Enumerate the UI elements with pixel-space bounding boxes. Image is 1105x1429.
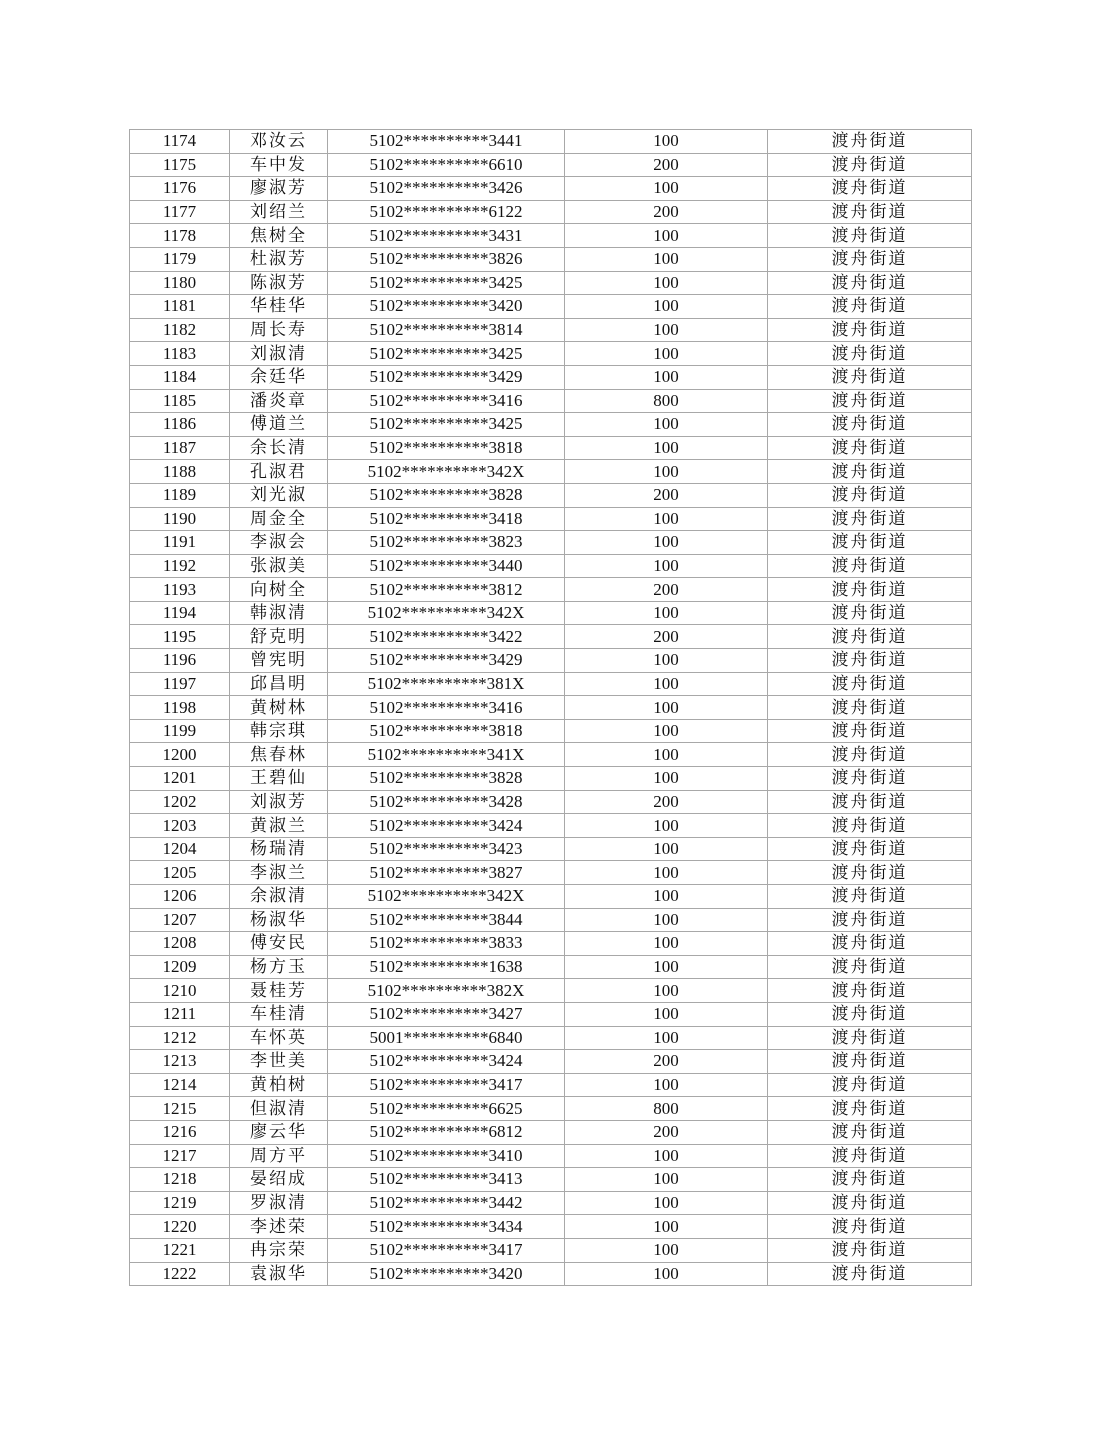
- table-row: [130, 365, 972, 389]
- id-number-cell: 5102**********3814: [328, 318, 565, 342]
- id-number-cell: 5102**********3417: [328, 1073, 565, 1097]
- amount-cell: 200: [565, 153, 768, 177]
- id-number-cell: 5102**********381X: [328, 672, 565, 696]
- amount-cell: 200: [565, 200, 768, 224]
- row-number-cell: 1179: [130, 247, 230, 271]
- row-number-cell: 1201: [130, 767, 230, 791]
- table-row: [130, 1002, 972, 1026]
- subdistrict-cell: 渡舟街道: [768, 1215, 972, 1239]
- id-number-cell: 5102**********3429: [328, 649, 565, 673]
- subdistrict-cell: 渡舟街道: [768, 153, 972, 177]
- table-row: [130, 436, 972, 460]
- id-number-cell: 5102**********3420: [328, 295, 565, 319]
- id-number-cell: 5102**********3413: [328, 1168, 565, 1192]
- person-name-cell: 刘淑清: [230, 342, 328, 366]
- amount-cell: 100: [565, 932, 768, 956]
- id-number-cell: 5102**********3827: [328, 861, 565, 885]
- subdistrict-cell: 渡舟街道: [768, 318, 972, 342]
- id-number-cell: 5102**********3422: [328, 625, 565, 649]
- amount-cell: 100: [565, 719, 768, 743]
- amount-cell: 100: [565, 1144, 768, 1168]
- id-number-cell: 5102**********6610: [328, 153, 565, 177]
- subdistrict-cell: 渡舟街道: [768, 483, 972, 507]
- row-number-cell: 1200: [130, 743, 230, 767]
- table-row: [130, 224, 972, 248]
- row-number-cell: 1181: [130, 295, 230, 319]
- amount-cell: 100: [565, 342, 768, 366]
- row-number-cell: 1219: [130, 1191, 230, 1215]
- subdistrict-cell: 渡舟街道: [768, 578, 972, 602]
- amount-cell: 100: [565, 767, 768, 791]
- table-row: [130, 1073, 972, 1097]
- subdistrict-cell: 渡舟街道: [768, 507, 972, 531]
- id-number-cell: 5102**********341X: [328, 743, 565, 767]
- row-number-cell: 1188: [130, 460, 230, 484]
- amount-cell: 100: [565, 436, 768, 460]
- subdistrict-cell: 渡舟街道: [768, 1262, 972, 1286]
- id-number-cell: 5102**********3844: [328, 908, 565, 932]
- person-name-cell: 黄淑兰: [230, 814, 328, 838]
- id-number-cell: 5102**********3426: [328, 177, 565, 201]
- amount-cell: 100: [565, 672, 768, 696]
- id-number-cell: 5102**********3440: [328, 554, 565, 578]
- id-number-cell: 5102**********3418: [328, 507, 565, 531]
- amount-cell: 100: [565, 837, 768, 861]
- person-name-cell: 韩宗琪: [230, 719, 328, 743]
- row-number-cell: 1192: [130, 554, 230, 578]
- person-name-cell: 余长清: [230, 436, 328, 460]
- amount-cell: 100: [565, 649, 768, 673]
- id-number-cell: 5102**********3427: [328, 1002, 565, 1026]
- row-number-cell: 1178: [130, 224, 230, 248]
- subdistrict-cell: 渡舟街道: [768, 342, 972, 366]
- row-number-cell: 1220: [130, 1215, 230, 1239]
- table-row: [130, 483, 972, 507]
- row-number-cell: 1189: [130, 483, 230, 507]
- amount-cell: 100: [565, 601, 768, 625]
- id-number-cell: 5102**********3441: [328, 130, 565, 154]
- person-name-cell: 曾宪明: [230, 649, 328, 673]
- row-number-cell: 1183: [130, 342, 230, 366]
- row-number-cell: 1193: [130, 578, 230, 602]
- amount-cell: 200: [565, 790, 768, 814]
- table-row: [130, 1191, 972, 1215]
- person-name-cell: 周方平: [230, 1144, 328, 1168]
- amount-cell: 100: [565, 318, 768, 342]
- amount-cell: 100: [565, 814, 768, 838]
- amount-cell: 100: [565, 365, 768, 389]
- person-name-cell: 潘炎章: [230, 389, 328, 413]
- id-number-cell: 5102**********3410: [328, 1144, 565, 1168]
- id-number-cell: 5102**********342X: [328, 460, 565, 484]
- amount-cell: 100: [565, 1073, 768, 1097]
- table-row: [130, 1097, 972, 1121]
- id-number-cell: 5102**********3442: [328, 1191, 565, 1215]
- person-name-cell: 余淑清: [230, 885, 328, 909]
- person-name-cell: 陈淑芳: [230, 271, 328, 295]
- id-number-cell: 5102**********382X: [328, 979, 565, 1003]
- amount-cell: 100: [565, 955, 768, 979]
- subdistrict-cell: 渡舟街道: [768, 130, 972, 154]
- subdistrict-cell: 渡舟街道: [768, 979, 972, 1003]
- subdistrict-cell: 渡舟街道: [768, 837, 972, 861]
- amount-cell: 100: [565, 1002, 768, 1026]
- id-number-cell: 5102**********3833: [328, 932, 565, 956]
- id-number-cell: 5102**********3818: [328, 719, 565, 743]
- amount-cell: 100: [565, 1191, 768, 1215]
- person-name-cell: 晏绍成: [230, 1168, 328, 1192]
- person-name-cell: 傅道兰: [230, 413, 328, 437]
- person-name-cell: 傅安民: [230, 932, 328, 956]
- subdistrict-cell: 渡舟街道: [768, 177, 972, 201]
- person-name-cell: 王碧仙: [230, 767, 328, 791]
- subdistrict-cell: 渡舟街道: [768, 1168, 972, 1192]
- person-name-cell: 刘光淑: [230, 483, 328, 507]
- row-number-cell: 1212: [130, 1026, 230, 1050]
- row-number-cell: 1196: [130, 649, 230, 673]
- table-row: [130, 1238, 972, 1262]
- subdistrict-cell: 渡舟街道: [768, 436, 972, 460]
- amount-cell: 100: [565, 743, 768, 767]
- person-name-cell: 张淑美: [230, 554, 328, 578]
- id-number-cell: 5102**********3428: [328, 790, 565, 814]
- row-number-cell: 1213: [130, 1050, 230, 1074]
- id-number-cell: 5102**********3425: [328, 413, 565, 437]
- subdistrict-cell: 渡舟街道: [768, 554, 972, 578]
- id-number-cell: 5102**********6812: [328, 1120, 565, 1144]
- table-row: [130, 295, 972, 319]
- table-row: [130, 955, 972, 979]
- table-row: [130, 177, 972, 201]
- id-number-cell: 5102**********3420: [328, 1262, 565, 1286]
- row-number-cell: 1187: [130, 436, 230, 460]
- person-name-cell: 刘淑芳: [230, 790, 328, 814]
- id-number-cell: 5102**********3434: [328, 1215, 565, 1239]
- row-number-cell: 1209: [130, 955, 230, 979]
- row-number-cell: 1221: [130, 1238, 230, 1262]
- table-row: [130, 271, 972, 295]
- subdistrict-cell: 渡舟街道: [768, 743, 972, 767]
- row-number-cell: 1176: [130, 177, 230, 201]
- table-row: [130, 1168, 972, 1192]
- amount-cell: 100: [565, 1168, 768, 1192]
- person-name-cell: 邓汝云: [230, 130, 328, 154]
- amount-cell: 100: [565, 224, 768, 248]
- id-number-cell: 5001**********6840: [328, 1026, 565, 1050]
- row-number-cell: 1194: [130, 601, 230, 625]
- table-row: [130, 1215, 972, 1239]
- row-number-cell: 1210: [130, 979, 230, 1003]
- amount-cell: 200: [565, 625, 768, 649]
- subdistrict-cell: 渡舟街道: [768, 601, 972, 625]
- subdistrict-cell: 渡舟街道: [768, 247, 972, 271]
- table-row: [130, 908, 972, 932]
- table-row: [130, 578, 972, 602]
- table-row: [130, 885, 972, 909]
- id-number-cell: 5102**********3828: [328, 767, 565, 791]
- row-number-cell: 1214: [130, 1073, 230, 1097]
- amount-cell: 100: [565, 507, 768, 531]
- person-name-cell: 李世美: [230, 1050, 328, 1074]
- row-number-cell: 1203: [130, 814, 230, 838]
- amount-cell: 100: [565, 247, 768, 271]
- row-number-cell: 1202: [130, 790, 230, 814]
- subdistrict-cell: 渡舟街道: [768, 625, 972, 649]
- person-name-cell: 周金全: [230, 507, 328, 531]
- subdistrict-cell: 渡舟街道: [768, 1191, 972, 1215]
- subdistrict-cell: 渡舟街道: [768, 861, 972, 885]
- person-name-cell: 李淑会: [230, 531, 328, 555]
- subdistrict-cell: 渡舟街道: [768, 1120, 972, 1144]
- table-row: [130, 531, 972, 555]
- person-name-cell: 黄树林: [230, 696, 328, 720]
- id-number-cell: 5102**********3431: [328, 224, 565, 248]
- roster-table: [129, 129, 972, 1286]
- person-name-cell: 周长寿: [230, 318, 328, 342]
- row-number-cell: 1184: [130, 365, 230, 389]
- id-number-cell: 5102**********3424: [328, 1050, 565, 1074]
- table-row: [130, 649, 972, 673]
- person-name-cell: 邱昌明: [230, 672, 328, 696]
- amount-cell: 100: [565, 885, 768, 909]
- amount-cell: 100: [565, 554, 768, 578]
- row-number-cell: 1190: [130, 507, 230, 531]
- id-number-cell: 5102**********1638: [328, 955, 565, 979]
- amount-cell: 200: [565, 1050, 768, 1074]
- table-row: [130, 413, 972, 437]
- id-number-cell: 5102**********3423: [328, 837, 565, 861]
- table-row: [130, 1026, 972, 1050]
- row-number-cell: 1211: [130, 1002, 230, 1026]
- subdistrict-cell: 渡舟街道: [768, 908, 972, 932]
- person-name-cell: 廖淑芳: [230, 177, 328, 201]
- row-number-cell: 1177: [130, 200, 230, 224]
- id-number-cell: 5102**********6122: [328, 200, 565, 224]
- subdistrict-cell: 渡舟街道: [768, 649, 972, 673]
- table-row: [130, 672, 972, 696]
- subdistrict-cell: 渡舟街道: [768, 295, 972, 319]
- subdistrict-cell: 渡舟街道: [768, 1026, 972, 1050]
- person-name-cell: 华桂华: [230, 295, 328, 319]
- table-row: [130, 790, 972, 814]
- person-name-cell: 刘绍兰: [230, 200, 328, 224]
- amount-cell: 100: [565, 460, 768, 484]
- row-number-cell: 1182: [130, 318, 230, 342]
- subdistrict-cell: 渡舟街道: [768, 1050, 972, 1074]
- row-number-cell: 1206: [130, 885, 230, 909]
- id-number-cell: 5102**********6625: [328, 1097, 565, 1121]
- person-name-cell: 焦春林: [230, 743, 328, 767]
- id-number-cell: 5102**********3818: [328, 436, 565, 460]
- row-number-cell: 1186: [130, 413, 230, 437]
- person-name-cell: 车怀英: [230, 1026, 328, 1050]
- subdistrict-cell: 渡舟街道: [768, 814, 972, 838]
- id-number-cell: 5102**********3826: [328, 247, 565, 271]
- table-row: [130, 247, 972, 271]
- amount-cell: 800: [565, 389, 768, 413]
- person-name-cell: 黄柏树: [230, 1073, 328, 1097]
- row-number-cell: 1180: [130, 271, 230, 295]
- person-name-cell: 冉宗荣: [230, 1238, 328, 1262]
- person-name-cell: 聂桂芳: [230, 979, 328, 1003]
- person-name-cell: 杨方玉: [230, 955, 328, 979]
- amount-cell: 100: [565, 1026, 768, 1050]
- amount-cell: 200: [565, 1120, 768, 1144]
- person-name-cell: 焦树全: [230, 224, 328, 248]
- subdistrict-cell: 渡舟街道: [768, 365, 972, 389]
- amount-cell: 100: [565, 1262, 768, 1286]
- table-row: [130, 1144, 972, 1168]
- row-number-cell: 1205: [130, 861, 230, 885]
- table-row: [130, 1120, 972, 1144]
- id-number-cell: 5102**********3416: [328, 696, 565, 720]
- row-number-cell: 1199: [130, 719, 230, 743]
- id-number-cell: 5102**********342X: [328, 601, 565, 625]
- subdistrict-cell: 渡舟街道: [768, 1073, 972, 1097]
- table-row: [130, 460, 972, 484]
- id-number-cell: 5102**********3425: [328, 271, 565, 295]
- id-number-cell: 5102**********3429: [328, 365, 565, 389]
- person-name-cell: 余廷华: [230, 365, 328, 389]
- person-name-cell: 韩淑清: [230, 601, 328, 625]
- person-name-cell: 向树全: [230, 578, 328, 602]
- amount-cell: 100: [565, 979, 768, 1003]
- amount-cell: 200: [565, 483, 768, 507]
- id-number-cell: 5102**********342X: [328, 885, 565, 909]
- person-name-cell: 罗淑清: [230, 1191, 328, 1215]
- amount-cell: 100: [565, 908, 768, 932]
- row-number-cell: 1215: [130, 1097, 230, 1121]
- subdistrict-cell: 渡舟街道: [768, 932, 972, 956]
- row-number-cell: 1216: [130, 1120, 230, 1144]
- id-number-cell: 5102**********3416: [328, 389, 565, 413]
- table-row: [130, 814, 972, 838]
- amount-cell: 100: [565, 1215, 768, 1239]
- table-row: [130, 554, 972, 578]
- amount-cell: 100: [565, 861, 768, 885]
- table-row: [130, 130, 972, 154]
- subdistrict-cell: 渡舟街道: [768, 696, 972, 720]
- amount-cell: 800: [565, 1097, 768, 1121]
- subdistrict-cell: 渡舟街道: [768, 1144, 972, 1168]
- amount-cell: 100: [565, 1238, 768, 1262]
- subdistrict-cell: 渡舟街道: [768, 531, 972, 555]
- id-number-cell: 5102**********3823: [328, 531, 565, 555]
- row-number-cell: 1218: [130, 1168, 230, 1192]
- person-name-cell: 杨瑞清: [230, 837, 328, 861]
- amount-cell: 100: [565, 531, 768, 555]
- row-number-cell: 1174: [130, 130, 230, 154]
- table-row: [130, 153, 972, 177]
- person-name-cell: 孔淑君: [230, 460, 328, 484]
- table-row: [130, 625, 972, 649]
- table-row: [130, 1262, 972, 1286]
- table-row: [130, 932, 972, 956]
- subdistrict-cell: 渡舟街道: [768, 672, 972, 696]
- roster-table-body: [130, 130, 972, 1286]
- amount-cell: 100: [565, 130, 768, 154]
- amount-cell: 100: [565, 295, 768, 319]
- subdistrict-cell: 渡舟街道: [768, 200, 972, 224]
- person-name-cell: 舒克明: [230, 625, 328, 649]
- table-row: [130, 1050, 972, 1074]
- person-name-cell: 杨淑华: [230, 908, 328, 932]
- table-row: [130, 837, 972, 861]
- row-number-cell: 1208: [130, 932, 230, 956]
- table-row: [130, 979, 972, 1003]
- id-number-cell: 5102**********3417: [328, 1238, 565, 1262]
- table-row: [130, 719, 972, 743]
- row-number-cell: 1222: [130, 1262, 230, 1286]
- subdistrict-cell: 渡舟街道: [768, 1097, 972, 1121]
- id-number-cell: 5102**********3424: [328, 814, 565, 838]
- table-row: [130, 507, 972, 531]
- table-row: [130, 200, 972, 224]
- amount-cell: 100: [565, 696, 768, 720]
- row-number-cell: 1175: [130, 153, 230, 177]
- table-row: [130, 696, 972, 720]
- person-name-cell: 车中发: [230, 153, 328, 177]
- row-number-cell: 1207: [130, 908, 230, 932]
- row-number-cell: 1197: [130, 672, 230, 696]
- id-number-cell: 5102**********3812: [328, 578, 565, 602]
- id-number-cell: 5102**********3425: [328, 342, 565, 366]
- person-name-cell: 但淑清: [230, 1097, 328, 1121]
- person-name-cell: 车桂清: [230, 1002, 328, 1026]
- subdistrict-cell: 渡舟街道: [768, 460, 972, 484]
- row-number-cell: 1191: [130, 531, 230, 555]
- table-row: [130, 389, 972, 413]
- person-name-cell: 李述荣: [230, 1215, 328, 1239]
- person-name-cell: 李淑兰: [230, 861, 328, 885]
- row-number-cell: 1204: [130, 837, 230, 861]
- amount-cell: 100: [565, 177, 768, 201]
- amount-cell: 200: [565, 578, 768, 602]
- subdistrict-cell: 渡舟街道: [768, 389, 972, 413]
- table-row: [130, 601, 972, 625]
- row-number-cell: 1198: [130, 696, 230, 720]
- subdistrict-cell: 渡舟街道: [768, 885, 972, 909]
- person-name-cell: 杜淑芳: [230, 247, 328, 271]
- person-name-cell: 廖云华: [230, 1120, 328, 1144]
- subdistrict-cell: 渡舟街道: [768, 271, 972, 295]
- table-row: [130, 861, 972, 885]
- subdistrict-cell: 渡舟街道: [768, 413, 972, 437]
- id-number-cell: 5102**********3828: [328, 483, 565, 507]
- subdistrict-cell: 渡舟街道: [768, 790, 972, 814]
- amount-cell: 100: [565, 413, 768, 437]
- table-row: [130, 318, 972, 342]
- subdistrict-cell: 渡舟街道: [768, 1238, 972, 1262]
- row-number-cell: 1217: [130, 1144, 230, 1168]
- amount-cell: 100: [565, 271, 768, 295]
- table-row: [130, 743, 972, 767]
- subdistrict-cell: 渡舟街道: [768, 1002, 972, 1026]
- table-row: [130, 767, 972, 791]
- row-number-cell: 1195: [130, 625, 230, 649]
- row-number-cell: 1185: [130, 389, 230, 413]
- subdistrict-cell: 渡舟街道: [768, 955, 972, 979]
- table-row: [130, 342, 972, 366]
- subdistrict-cell: 渡舟街道: [768, 767, 972, 791]
- person-name-cell: 袁淑华: [230, 1262, 328, 1286]
- subdistrict-cell: 渡舟街道: [768, 224, 972, 248]
- subdistrict-cell: 渡舟街道: [768, 719, 972, 743]
